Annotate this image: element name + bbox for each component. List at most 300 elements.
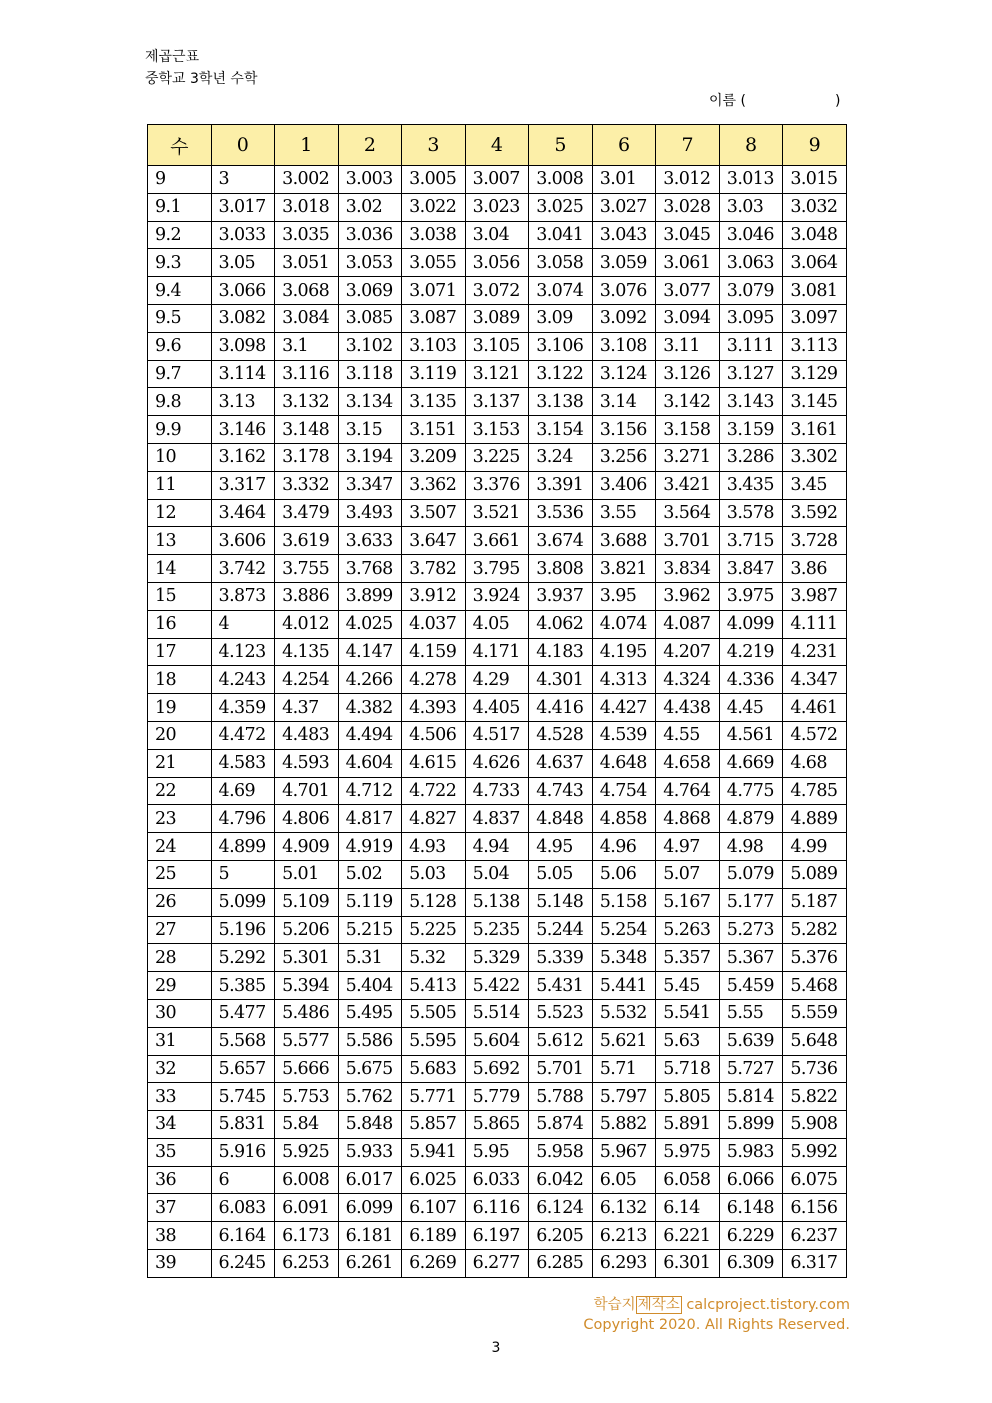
- table-row: [148, 749, 847, 777]
- sqrt-value-cell: 5.385: [211, 972, 275, 1000]
- sqrt-value-cell: 3.564: [656, 499, 720, 527]
- sqrt-value-cell: 3.027: [592, 193, 656, 221]
- sqrt-value-cell: 6.083: [211, 1194, 275, 1222]
- sqrt-value-cell: 4.29: [465, 666, 529, 694]
- sqrt-value-cell: 5.225: [402, 916, 466, 944]
- sqrt-value-cell: 3.225: [465, 443, 529, 471]
- sqrt-value-cell: 4.909: [275, 833, 339, 861]
- row-number-cell: 14: [148, 555, 212, 583]
- sqrt-value-cell: 5.701: [529, 1055, 593, 1083]
- sqrt-value-cell: 3.688: [592, 527, 656, 555]
- sqrt-value-cell: 3.406: [592, 471, 656, 499]
- sqrt-value-cell: 3.064: [783, 249, 847, 277]
- sqrt-value-cell: 3.143: [719, 388, 783, 416]
- sqrt-value-cell: 3.079: [719, 277, 783, 305]
- sqrt-value-cell: 4.722: [402, 777, 466, 805]
- sqrt-value-cell: 3.162: [211, 443, 275, 471]
- sqrt-value-cell: 4.858: [592, 805, 656, 833]
- sqrt-value-cell: 5.301: [275, 944, 339, 972]
- sqrt-value-cell: 3.063: [719, 249, 783, 277]
- sqrt-value-cell: 3.975: [719, 582, 783, 610]
- row-number-cell: 20: [148, 721, 212, 749]
- sqrt-value-cell: 3.012: [656, 166, 720, 194]
- sqrt-value-cell: 3.076: [592, 277, 656, 305]
- sqrt-value-cell: 4.868: [656, 805, 720, 833]
- sqrt-value-cell: 3.058: [529, 249, 593, 277]
- sqrt-value-cell: 3.507: [402, 499, 466, 527]
- footer-site-link[interactable]: calcproject.tistory.com: [681, 1297, 850, 1313]
- sqrt-value-cell: 5.967: [592, 1138, 656, 1166]
- sqrt-value-cell: 3.056: [465, 249, 529, 277]
- sqrt-value-cell: 3.674: [529, 527, 593, 555]
- sqrt-value-cell: 5.119: [338, 888, 402, 916]
- sqrt-value-cell: 3.137: [465, 388, 529, 416]
- sqrt-value-cell: 3.01: [592, 166, 656, 194]
- sqrt-value-cell: 5.523: [529, 999, 593, 1027]
- column-header-8: 8: [719, 125, 783, 166]
- table-row: [148, 582, 847, 610]
- sqrt-value-cell: 6.309: [719, 1250, 783, 1278]
- table-row: [148, 860, 847, 888]
- sqrt-value-cell: 4.701: [275, 777, 339, 805]
- sqrt-value-cell: 4.195: [592, 638, 656, 666]
- row-number-cell: 29: [148, 972, 212, 1000]
- sqrt-value-cell: 5.01: [275, 860, 339, 888]
- sqrt-value-cell: 5.683: [402, 1055, 466, 1083]
- table-row: [148, 1055, 847, 1083]
- sqrt-value-cell: 3.286: [719, 443, 783, 471]
- sqrt-value-cell: 3.14: [592, 388, 656, 416]
- sqrt-value-cell: 5.983: [719, 1138, 783, 1166]
- sqrt-value-cell: 6.277: [465, 1250, 529, 1278]
- sqrt-value-cell: 4.517: [465, 721, 529, 749]
- sqrt-value-cell: 3.045: [656, 221, 720, 249]
- row-number-cell: 31: [148, 1027, 212, 1055]
- sqrt-value-cell: 4.837: [465, 805, 529, 833]
- table-row: [148, 833, 847, 861]
- sqrt-value-cell: 3.082: [211, 304, 275, 332]
- sqrt-value-cell: 3.119: [402, 360, 466, 388]
- sqrt-value-cell: 3.069: [338, 277, 402, 305]
- sqrt-value-cell: 5.254: [592, 916, 656, 944]
- sqrt-value-cell: 3.118: [338, 360, 402, 388]
- sqrt-value-cell: 3.782: [402, 555, 466, 583]
- sqrt-value-cell: 3.074: [529, 277, 593, 305]
- sqrt-value-cell: 6.269: [402, 1250, 466, 1278]
- sqrt-value-cell: 4.171: [465, 638, 529, 666]
- sqrt-value-cell: 5.45: [656, 972, 720, 1000]
- row-number-cell: 9.4: [148, 277, 212, 305]
- sqrt-value-cell: 5.187: [783, 888, 847, 916]
- table-row: [148, 332, 847, 360]
- sqrt-value-cell: 5.916: [211, 1138, 275, 1166]
- sqrt-value-cell: 4.506: [402, 721, 466, 749]
- sqrt-value-cell: 3.084: [275, 304, 339, 332]
- sqrt-value-cell: 5.089: [783, 860, 847, 888]
- sqrt-value-cell: 5.604: [465, 1027, 529, 1055]
- sqrt-value-cell: 5.273: [719, 916, 783, 944]
- sqrt-value-cell: 5.577: [275, 1027, 339, 1055]
- sqrt-value-cell: 4.025: [338, 610, 402, 638]
- sqrt-value-cell: 3.085: [338, 304, 402, 332]
- sqrt-value-cell: 5.244: [529, 916, 593, 944]
- sqrt-value-cell: 3.007: [465, 166, 529, 194]
- sqrt-value-cell: 3.847: [719, 555, 783, 583]
- sqrt-value-cell: 3.391: [529, 471, 593, 499]
- sqrt-value-cell: 6.229: [719, 1222, 783, 1250]
- sqrt-value-cell: 4.254: [275, 666, 339, 694]
- sqrt-value-cell: 3.09: [529, 304, 593, 332]
- sqrt-value-cell: 6.008: [275, 1166, 339, 1194]
- sqrt-value-cell: 3.127: [719, 360, 783, 388]
- table-row: [148, 972, 847, 1000]
- table-row: [148, 221, 847, 249]
- sqrt-value-cell: 5.992: [783, 1138, 847, 1166]
- sqrt-value-cell: 6.099: [338, 1194, 402, 1222]
- sqrt-value-cell: 4.062: [529, 610, 593, 638]
- row-number-cell: 35: [148, 1138, 212, 1166]
- table-row: [148, 193, 847, 221]
- row-number-cell: 9.1: [148, 193, 212, 221]
- sqrt-value-cell: 3.013: [719, 166, 783, 194]
- sqrt-value-cell: 4.785: [783, 777, 847, 805]
- sqrt-value-cell: 5.779: [465, 1083, 529, 1111]
- row-number-cell: 37: [148, 1194, 212, 1222]
- sqrt-value-cell: 3.002: [275, 166, 339, 194]
- table-row: [148, 1194, 847, 1222]
- table-row: [148, 1138, 847, 1166]
- table-row: [148, 888, 847, 916]
- sqrt-value-cell: 5.05: [529, 860, 593, 888]
- row-number-cell: 27: [148, 916, 212, 944]
- sqrt-value-cell: 4.55: [656, 721, 720, 749]
- sqrt-value-cell: 4.438: [656, 694, 720, 722]
- sqrt-value-cell: 4.483: [275, 721, 339, 749]
- sqrt-value-cell: 4.037: [402, 610, 466, 638]
- sqrt-value-cell: 6.197: [465, 1222, 529, 1250]
- sqrt-value-cell: 5.71: [592, 1055, 656, 1083]
- sqrt-value-cell: 4.764: [656, 777, 720, 805]
- sqrt-value-cell: 3.022: [402, 193, 466, 221]
- sqrt-value-cell: 3.041: [529, 221, 593, 249]
- sqrt-value-cell: 4.712: [338, 777, 402, 805]
- sqrt-value-cell: 6.237: [783, 1222, 847, 1250]
- sqrt-value-cell: 3.05: [211, 249, 275, 277]
- sqrt-value-cell: 5.639: [719, 1027, 783, 1055]
- sqrt-value-cell: 6.173: [275, 1222, 339, 1250]
- row-number-cell: 13: [148, 527, 212, 555]
- table-body: [148, 166, 847, 1278]
- sqrt-value-cell: 3.055: [402, 249, 466, 277]
- sqrt-value-cell: 3.661: [465, 527, 529, 555]
- sqrt-value-cell: 5.95: [465, 1138, 529, 1166]
- sqrt-value-cell: 5.559: [783, 999, 847, 1027]
- sqrt-value-cell: 5.865: [465, 1111, 529, 1139]
- row-number-cell: 9.8: [148, 388, 212, 416]
- table-row: [148, 1166, 847, 1194]
- sqrt-value-cell: 3.114: [211, 360, 275, 388]
- sqrt-value-cell: 3.033: [211, 221, 275, 249]
- sqrt-value-cell: 5.177: [719, 888, 783, 916]
- sqrt-value-cell: 3.025: [529, 193, 593, 221]
- sqrt-value-cell: 4.94: [465, 833, 529, 861]
- sqrt-value-cell: 4.087: [656, 610, 720, 638]
- sqrt-value-cell: 3.962: [656, 582, 720, 610]
- sqrt-value-cell: 4.775: [719, 777, 783, 805]
- sqrt-value-cell: 3.151: [402, 416, 466, 444]
- sqrt-value-cell: 5.745: [211, 1083, 275, 1111]
- sqrt-value-cell: 4: [211, 610, 275, 638]
- sqrt-value-cell: 5.06: [592, 860, 656, 888]
- sqrt-value-cell: 4.743: [529, 777, 593, 805]
- sqrt-value-cell: 5.32: [402, 944, 466, 972]
- row-number-cell: 9.9: [148, 416, 212, 444]
- sqrt-value-cell: 5.666: [275, 1055, 339, 1083]
- table-row: [148, 666, 847, 694]
- sqrt-value-cell: 4.69: [211, 777, 275, 805]
- sqrt-value-cell: 6.107: [402, 1194, 466, 1222]
- footer-copyright: Copyright 2020. All Rights Reserved.: [583, 1317, 850, 1333]
- sqrt-value-cell: 3.053: [338, 249, 402, 277]
- sqrt-value-cell: 3.701: [656, 527, 720, 555]
- sqrt-value-cell: 3.108: [592, 332, 656, 360]
- sqrt-value-cell: 4.68: [783, 749, 847, 777]
- sqrt-value-cell: 5.568: [211, 1027, 275, 1055]
- sqrt-value-cell: 3.873: [211, 582, 275, 610]
- sqrt-value-cell: 4.93: [402, 833, 466, 861]
- sqrt-value-cell: 6.245: [211, 1250, 275, 1278]
- sqrt-value-cell: 3.102: [338, 332, 402, 360]
- sqrt-value-cell: 3.106: [529, 332, 593, 360]
- table-row: [148, 999, 847, 1027]
- sqrt-value-cell: 5.138: [465, 888, 529, 916]
- sqrt-value-cell: 5.413: [402, 972, 466, 1000]
- sqrt-value-cell: 3.421: [656, 471, 720, 499]
- sqrt-value-cell: 5.459: [719, 972, 783, 1000]
- sqrt-value-cell: 5.514: [465, 999, 529, 1027]
- sqrt-value-cell: 5.04: [465, 860, 529, 888]
- sqrt-value-cell: 5.079: [719, 860, 783, 888]
- table-row: [148, 360, 847, 388]
- row-number-cell: 26: [148, 888, 212, 916]
- sqrt-value-cell: 5.215: [338, 916, 402, 944]
- sqrt-value-cell: 5.857: [402, 1111, 466, 1139]
- sqrt-value-cell: 4.313: [592, 666, 656, 694]
- sqrt-value-cell: 3.071: [402, 277, 466, 305]
- table-row: [148, 471, 847, 499]
- sqrt-value-cell: 5.831: [211, 1111, 275, 1139]
- sqrt-value-cell: 5.753: [275, 1083, 339, 1111]
- sqrt-value-cell: 5.03: [402, 860, 466, 888]
- sqrt-value-cell: 3.142: [656, 388, 720, 416]
- sqrt-value-cell: 4.472: [211, 721, 275, 749]
- sqrt-value-cell: 3.129: [783, 360, 847, 388]
- sqrt-value-cell: 5.882: [592, 1111, 656, 1139]
- sqrt-value-cell: 4.336: [719, 666, 783, 694]
- sqrt-value-cell: 3.121: [465, 360, 529, 388]
- sqrt-value-cell: 4.219: [719, 638, 783, 666]
- row-number-cell: 28: [148, 944, 212, 972]
- sqrt-value-cell: 3.017: [211, 193, 275, 221]
- sqrt-value-cell: 3.464: [211, 499, 275, 527]
- column-header-7: 7: [656, 125, 720, 166]
- sqrt-value-cell: 6.075: [783, 1166, 847, 1194]
- sqrt-value-cell: 6.042: [529, 1166, 593, 1194]
- sqrt-value-cell: 3.097: [783, 304, 847, 332]
- sqrt-value-cell: 3.899: [338, 582, 402, 610]
- page-number: 3: [491, 1340, 501, 1356]
- sqrt-value-cell: 5.84: [275, 1111, 339, 1139]
- sqrt-value-cell: 4.45: [719, 694, 783, 722]
- sqrt-value-cell: 3.046: [719, 221, 783, 249]
- sqrt-value-cell: 4.658: [656, 749, 720, 777]
- row-number-cell: 9.7: [148, 360, 212, 388]
- sqrt-value-cell: 4.427: [592, 694, 656, 722]
- sqrt-value-cell: 4.416: [529, 694, 593, 722]
- sqrt-value-cell: 4.301: [529, 666, 593, 694]
- sqrt-value-cell: 3.051: [275, 249, 339, 277]
- table-row: [148, 304, 847, 332]
- row-number-cell: 11: [148, 471, 212, 499]
- sqrt-value-cell: 3.834: [656, 555, 720, 583]
- sqrt-value-cell: 6.221: [656, 1222, 720, 1250]
- sqrt-value-cell: 5.148: [529, 888, 593, 916]
- sqrt-value-cell: 5.848: [338, 1111, 402, 1139]
- sqrt-value-cell: 3.066: [211, 277, 275, 305]
- sqrt-value-cell: 6.189: [402, 1222, 466, 1250]
- sqrt-value-cell: 3.536: [529, 499, 593, 527]
- sqrt-value-cell: 4.393: [402, 694, 466, 722]
- sqrt-value-cell: 3.098: [211, 332, 275, 360]
- sqrt-value-cell: 5.621: [592, 1027, 656, 1055]
- sqrt-value-cell: 6.124: [529, 1194, 593, 1222]
- column-header-3: 3: [402, 125, 466, 166]
- sqrt-value-cell: 4.37: [275, 694, 339, 722]
- sqrt-value-cell: 4.382: [338, 694, 402, 722]
- page-subtitle: 중학교 3학년 수학: [145, 71, 258, 87]
- row-number-cell: 34: [148, 1111, 212, 1139]
- sqrt-value-cell: 3.138: [529, 388, 593, 416]
- sqrt-value-cell: 3.135: [402, 388, 466, 416]
- sqrt-value-cell: 4.572: [783, 721, 847, 749]
- sqrt-value-cell: 5.02: [338, 860, 402, 888]
- sqrt-value-cell: 3.521: [465, 499, 529, 527]
- sqrt-value-cell: 5.263: [656, 916, 720, 944]
- table-row: [148, 916, 847, 944]
- sqrt-value-cell: 5.63: [656, 1027, 720, 1055]
- sqrt-value-cell: 5.925: [275, 1138, 339, 1166]
- sqrt-value-cell: 5.292: [211, 944, 275, 972]
- sqrt-value-cell: 5.329: [465, 944, 529, 972]
- page-title: 제곱근표: [145, 49, 200, 65]
- footer-brand: [594, 1293, 850, 1314]
- sqrt-value-cell: 3: [211, 166, 275, 194]
- sqrt-value-cell: 4.583: [211, 749, 275, 777]
- sqrt-value-cell: 3.124: [592, 360, 656, 388]
- sqrt-value-cell: 6.293: [592, 1250, 656, 1278]
- sqrt-value-cell: 3.159: [719, 416, 783, 444]
- sqrt-value-cell: 3.059: [592, 249, 656, 277]
- sqrt-value-cell: 3.032: [783, 193, 847, 221]
- sqrt-value-cell: 5.814: [719, 1083, 783, 1111]
- sqrt-value-cell: 3.15: [338, 416, 402, 444]
- sqrt-value-cell: 3.647: [402, 527, 466, 555]
- column-header-5: 5: [529, 125, 593, 166]
- sqrt-value-cell: 3.148: [275, 416, 339, 444]
- row-number-cell: 16: [148, 610, 212, 638]
- sqrt-value-cell: 3.095: [719, 304, 783, 332]
- sqrt-value-cell: 3.092: [592, 304, 656, 332]
- sqrt-value-cell: 3.094: [656, 304, 720, 332]
- sqrt-value-cell: 3.156: [592, 416, 656, 444]
- sqrt-value-cell: 4.099: [719, 610, 783, 638]
- sqrt-value-cell: 3.256: [592, 443, 656, 471]
- sqrt-value-cell: 5.505: [402, 999, 466, 1027]
- sqrt-value-cell: 4.796: [211, 805, 275, 833]
- sqrt-value-cell: 5.941: [402, 1138, 466, 1166]
- sqrt-value-cell: 5.128: [402, 888, 466, 916]
- sqrt-value-cell: 3.1: [275, 332, 339, 360]
- sqrt-value-cell: 3.11: [656, 332, 720, 360]
- sqrt-value-cell: 4.324: [656, 666, 720, 694]
- sqrt-value-cell: 3.005: [402, 166, 466, 194]
- sqrt-value-cell: 4.98: [719, 833, 783, 861]
- sqrt-value-cell: 3.302: [783, 443, 847, 471]
- sqrt-value-cell: 3.886: [275, 582, 339, 610]
- row-number-cell: 17: [148, 638, 212, 666]
- sqrt-value-cell: 6.066: [719, 1166, 783, 1194]
- sqrt-value-cell: 6.033: [465, 1166, 529, 1194]
- table-row: [148, 805, 847, 833]
- row-number-cell: 15: [148, 582, 212, 610]
- sqrt-value-cell: 6.285: [529, 1250, 593, 1278]
- sqrt-value-cell: 6.317: [783, 1250, 847, 1278]
- table-row: [148, 610, 847, 638]
- sqrt-value-cell: 5.975: [656, 1138, 720, 1166]
- sqrt-value-cell: 5.158: [592, 888, 656, 916]
- sqrt-value-cell: 3.45: [783, 471, 847, 499]
- sqrt-value-cell: 5.612: [529, 1027, 593, 1055]
- sqrt-value-cell: 3.023: [465, 193, 529, 221]
- sqrt-value-cell: 3.271: [656, 443, 720, 471]
- sqrt-value-cell: 3.105: [465, 332, 529, 360]
- table-row: [148, 1250, 847, 1278]
- sqrt-value-cell: 3.048: [783, 221, 847, 249]
- sqrt-value-cell: 3.619: [275, 527, 339, 555]
- table-row: [148, 555, 847, 583]
- sqrt-value-cell: 3.061: [656, 249, 720, 277]
- sqrt-value-cell: 3.493: [338, 499, 402, 527]
- sqrt-value-cell: 4.539: [592, 721, 656, 749]
- sqrt-value-cell: 3.018: [275, 193, 339, 221]
- row-number-cell: 22: [148, 777, 212, 805]
- sqrt-value-cell: 3.113: [783, 332, 847, 360]
- sqrt-value-cell: 5.486: [275, 999, 339, 1027]
- sqrt-value-cell: 3.821: [592, 555, 656, 583]
- sqrt-value-cell: 4.593: [275, 749, 339, 777]
- sqrt-value-cell: 5.532: [592, 999, 656, 1027]
- row-number-cell: 10: [148, 443, 212, 471]
- sqrt-value-cell: 4.604: [338, 749, 402, 777]
- sqrt-value-cell: 5.797: [592, 1083, 656, 1111]
- sqrt-value-cell: 4.231: [783, 638, 847, 666]
- sqrt-value-cell: 5.958: [529, 1138, 593, 1166]
- row-number-cell: 9.5: [148, 304, 212, 332]
- sqrt-value-cell: 4.207: [656, 638, 720, 666]
- table-row: [148, 443, 847, 471]
- sqrt-value-cell: 5.541: [656, 999, 720, 1027]
- sqrt-value-cell: 3.715: [719, 527, 783, 555]
